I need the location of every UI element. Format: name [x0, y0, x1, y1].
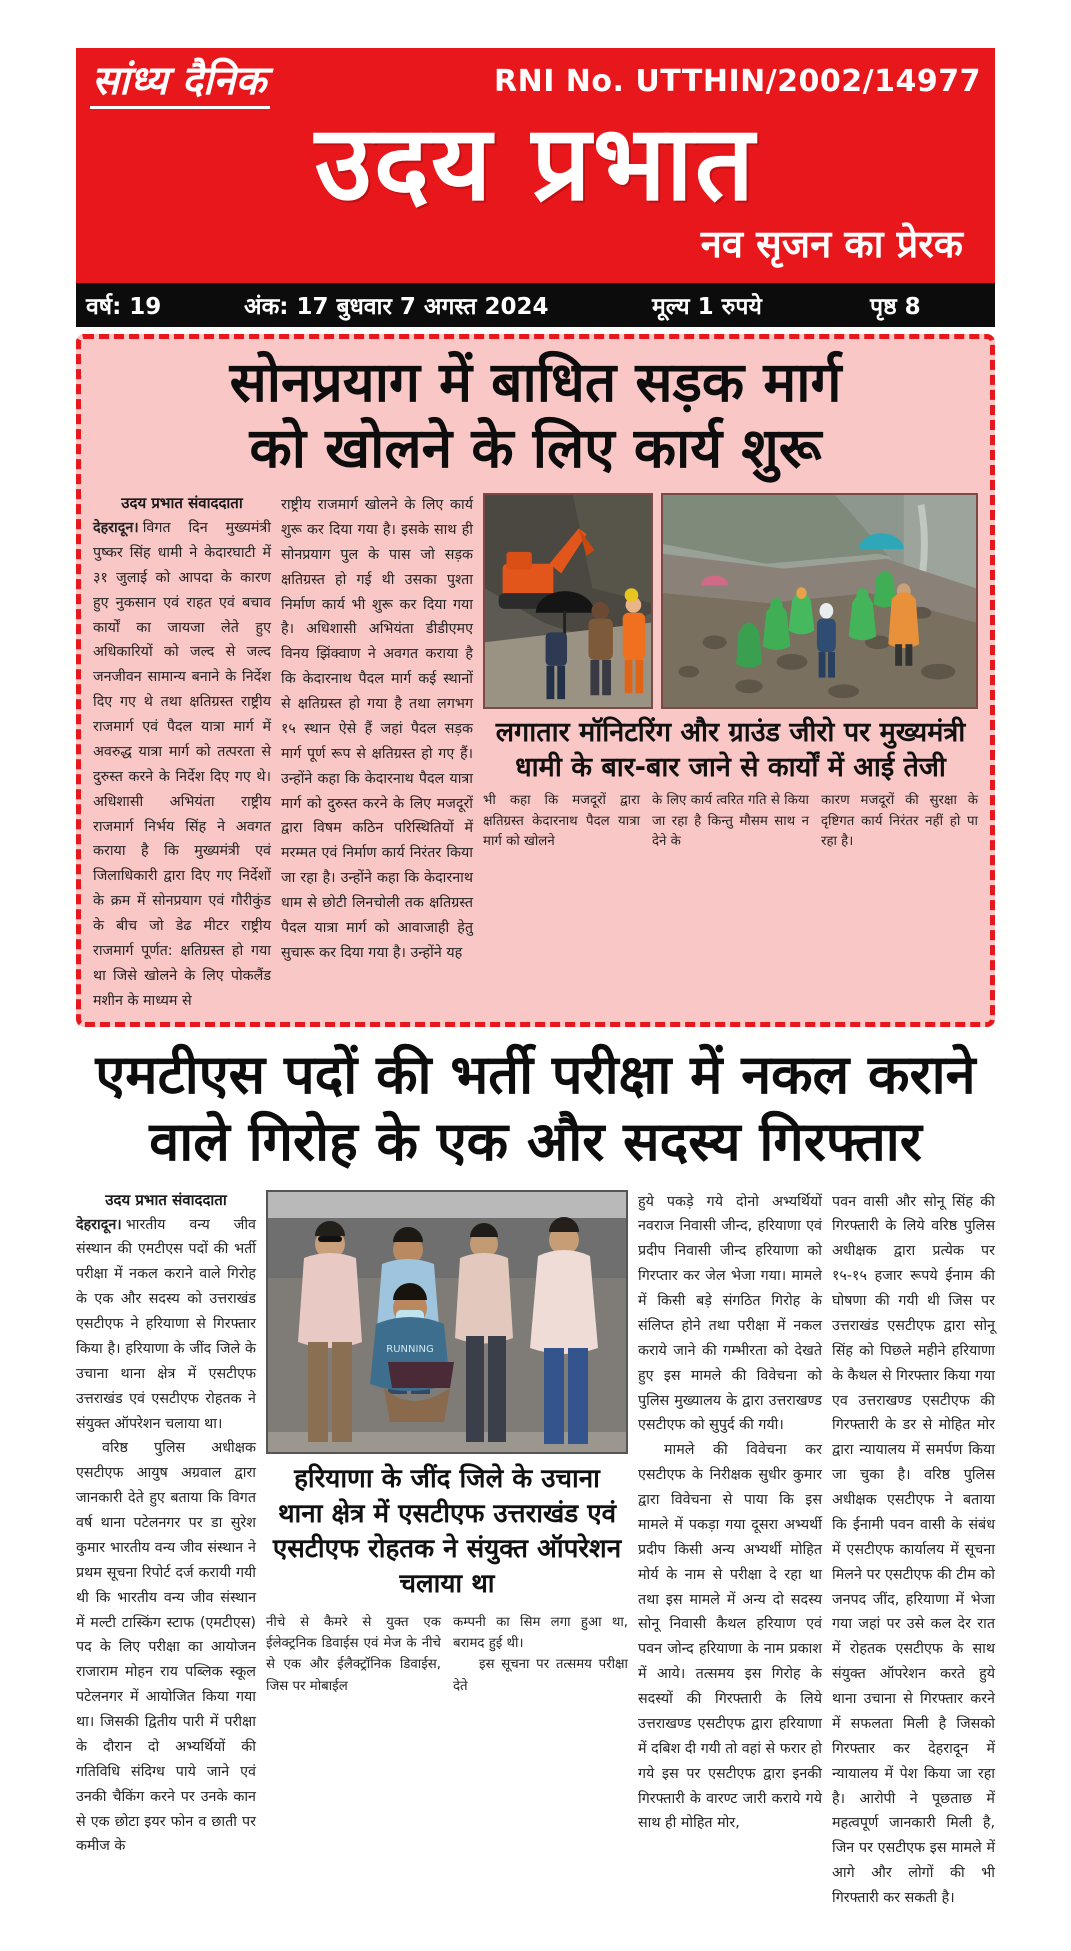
article1-headline	[93, 349, 978, 481]
article2-byline: उदय प्रभात संवाददाता	[105, 1190, 227, 1209]
article1-column-2: राष्ट्रीय राजमार्ग खोलने के लिए कार्य शुरू कर दिया गया है। इसके साथ ही सोनप्रयाग पुल के पास जो सड़क क्षतिग्रस्त हो गई थी उसका पुश्ता निर्माण कार्य भी शुरू कर दिया गया है। अधिशासी अभियंता डीडीएमए विनय झिंक्वाण ने अवगत कराया है कि केदारनाथ पैदल मार्ग कई स्थानों से क्षतिग्रस्त हो गया है तथा लगभग १५ स्थान ऐसे हैं जहां पैदल सड़क मार्ग पूर्ण रूप से क्षतिग्रस्त हो गए हैं। उन्होंने कहा कि केदारनाथ पैदल यात्रा मार्ग को दुरुस्त करने के लिए मजदूरों द्वारा विषम कठिन परिस्थितियों में मरम्मत एवं निर्माण कार्य निरंतर किया जा रहा है। उन्होंने कहा कि केदारनाथ धाम से छोटी लिनचोली तक क्षतिग्रस्त पैदल यात्रा मार्ग को आवाजाही हेतु सुचारू कर दिया गया है। उन्होंने यह	[281, 497, 473, 961]
issue-pages: पृष्ठ 8	[870, 294, 921, 320]
article-mts-exam-arrest	[76, 1041, 995, 1911]
article2-photo-caption: हरियाणा के जींद जिले के उचाना थाना क्षेत्र में एसटीएफ उत्तराखंड एवं एसटीएफ रोहतक ने संयुक्त ऑपरेशन चलाया था	[272, 1463, 622, 1599]
article1-photo-block	[483, 493, 978, 1014]
article1-headline-line2: को खोलने के लिए कार्य शुरू	[249, 416, 822, 480]
article1-headline-line1: सोनप्रयाग में बाधित सड़क मार्ग	[229, 350, 842, 414]
landslide-workers-photo-graphic	[663, 495, 976, 707]
edition-label: सांध्य दैनिक	[90, 58, 270, 109]
article1-col1-text: देहरादून। विगत दिन मुख्यमंत्री पुष्कर सिंह धामी ने केदारघाटी में ३१ जुलाई को आपदा के कारण हुए नुकसान एवं राहत एवं बचाव कार्यों का जायजा लेते हुए अधिकारियों को जल्द से जल्द जनजीवन सामान्य बनाने के निर्देश दिए गए थे तथा क्षतिग्रस्त राष्ट्रीय राजमार्ग एवं पैदल यात्रा मार्ग में अवरुद्ध यात्रा मार्ग को तत्परता से दुरुस्त करने के निर्देश दिए गए थे। अधिशासी अभियंता राष्ट्रीय राजमार्ग निर्भय सिंह ने अवगत कराया है कि मुख्यमंत्री एवं जिलाधिकारी द्वारा दिए गए निर्देशों के क्रम में सोनप्रयाग एवं गौरीकुंड के बीच जो डेढ मीटर राष्ट्रीय राजमार्ग पूर्णत: क्षतिग्रस्त हो गया था जिसे खोलने के लिए पोकलैंड मशीन के माध्यम से	[93, 520, 271, 1009]
arrest-group-photo-graphic	[268, 1192, 626, 1452]
article2-sub-col2-para2: इस सूचना पर तत्समय परीक्षा देते	[453, 1657, 628, 1694]
article-sonprayag-road	[76, 334, 995, 1027]
issue-price: मूल्य 1 रुपये	[652, 294, 762, 320]
article2-dateline: देहरादून।	[76, 1216, 122, 1233]
article2-sub-col2	[453, 1612, 628, 1697]
issue-year: वर्ष: 19	[86, 294, 162, 320]
article2-sub-col1: नीचे से कैमरे से युक्त एक ईलेक्ट्रनिक डिवाईस एवं मेज के नीचे से एक और ईलैक्ट्रॉनिक डिवाईस, जिस पर मोबाईल	[266, 1614, 441, 1694]
article2-headline-line1: एमटीएस पदों की भर्ती परीक्षा में नकल कराने	[95, 1042, 976, 1106]
rni-number: RNI No. UTTHIN/2002/14977	[493, 64, 981, 99]
article1-strip-col2: के लिए कार्य त्वरित गति से किया जा रहा है किन्तु मौसम साथ न देने के	[652, 793, 809, 850]
article2-col3-para2: मामले की विवेचना कर एसटीएफ के निरीक्षक सुधीर कुमार द्वारा विवेचना से पाया कि इस मामले में पकड़ा गया दूसरा अभ्यर्थी प्रदीप किसी अन्य अभ्यर्थी मोहित मोर्य के नाम से परीक्षा दे रहा था तथा इस मामले में अन्य दो सदस्य सोनू निवासी कैथल हरियाण एवं पवन जोन्द हरियाणा के नाम प्रकाश में आये। तत्समय इस गिरोह के सदस्यों की गिरफ्तारी के लिये उत्तराखण्ड एसटीएफ द्वारा हरियाणा में दबिश दी गयी तो वहां से फरार हो गये इस पर एसटीएफ द्वारा इनकी गिरफ्तारी के वारण्ट जारी कराये गये साथ ही मोहित मोर,	[638, 1442, 822, 1832]
excavator-road-photo-graphic	[485, 495, 651, 707]
article2-column-3	[638, 1190, 822, 1911]
article2-col1-para2: वरिष्ठ पुलिस अधीक्षक एसटीएफ आयुष अग्रवाल द्वारा जानकारी देते हुए बताया कि विगत वर्ष थाना पटेलनगर पर डा सुरेश कुमार भारतीय वन्य जीव संस्थान ने प्रथम सूचना रिपोर्ट दर्ज करायी गयी थी कि भारतीय वन्य जीव संस्थान में मल्टी टास्किंग स्टाफ (एमटीएस) पद के लिए परीक्षा का आयोजन राजाराम मोहन राय पब्लिक स्कूल पटेलनगर में आयोजित किया गया था। जिसकी द्वितीय पारी में परीक्षा के दौरान दो अभ्यर्थियों की गतिविधि संदिग्ध पाये जाने एवं उनकी चैकिंग करने पर उनके कान से एक छोटा इयर फोन व छाती पर कमीज के	[76, 1440, 256, 1855]
article2-col3-para1: हुये पकड़े गये दोनो अभ्यर्थियों नवराज निवासी जीन्द, हरियाणा एवं प्रदीप निवासी जीन्द हरियाणा को गिरप्तार कर जेल भेजा गया। मामले में किसी बड़े संगठित गिरोह के संलिप्त होने तथा परीक्षा में नकल कराये जाने की गम्भीरता को देखते हुए इस मामले की विवेचना को पुलिस मुख्यालय के द्वारा उत्तराखण्ड एसटीएफ को सुपुर्द की गयी।	[638, 1193, 822, 1434]
article2-sub-columns	[266, 1612, 628, 1697]
article1-dateline: देहरादून।	[93, 520, 139, 536]
landslide-workers-photo	[661, 493, 978, 709]
issue-info-bar	[76, 283, 995, 327]
article2-headline-line2: वाले गिरोह के एक और सदस्य गिरफ्तार	[149, 1110, 922, 1173]
article2-column-1	[76, 1190, 256, 1911]
arrest-group-photo	[266, 1190, 628, 1454]
article1-photo-caption: लगातार मॉनिटरिंग और ग्राउंड जीरो पर मुख्यमंत्री धामी के बार-बार जाने से कार्यों में आई तेजी	[495, 717, 966, 784]
article1-strip-col3: कारण मजदूरों की सुरक्षा के दृष्टिगत कार्य निरंतर नहीं हो पा रहा है।	[821, 793, 978, 850]
article1-byline: उदय प्रभात संवाददाता	[121, 494, 243, 512]
article2-sub-col2-para1: कम्पनी का सिम लगा हुआ था, बरामद हुई थी।	[453, 1614, 628, 1652]
issue-number-date: अंक: 17 बुधवार 7 अगस्त 2024	[244, 294, 549, 320]
article2-photo-block	[266, 1190, 628, 1911]
masthead	[76, 48, 995, 283]
article1-strip-col1: भी कहा कि मजदूरों द्वारा क्षतिग्रस्त केदारनाथ पैदल यात्रा मार्ग को खोलने	[483, 793, 640, 850]
article1-column-1	[93, 493, 271, 1014]
article1-continuation-strip	[483, 791, 978, 853]
article2-headline	[76, 1041, 995, 1176]
paper-tagline: नव सृजन का प्रेरक	[700, 222, 963, 266]
excavator-road-photo	[483, 493, 653, 709]
article2-col1-para1: देहरादून। भारतीय वन्य जीव संस्थान की एमटीएस पदों की भर्ती परीक्षा में नकल कराने वाले गिरोह के एक और सदस्य को उत्तराखंड एसटीएफ ने हरियाणा से गिरफ्तार किया है। हरियाणा के जींद जिले के उचाना थाना क्षेत्र में एसटीएफ उत्तराखंड एवं एसटीएफ रोहतक ने संयुक्त ऑपरेशन चलाया था।	[76, 1216, 256, 1432]
article2-column-4: पवन वासी और सोनू सिंह की गिरफ्तारी के लिये वरिष्ठ पुलिस अधीक्षक द्वारा प्रत्येक पर १५-१५ हजार रूपये ईनाम की घोषणा की गयी थी जिस पर उत्तराखंड एसटीएफ द्वारा सोनू सिंह को पिछले महीने हरियाणा के कैथल से गिरफ्तार किया गया एव उत्तराखण्ड एसटीएफ की गिरफ्तारी के डर से मोहित मोर द्वारा न्यायालय में समर्पण किया जा चुका है। वरिष्ठ पुलिस अधीक्षक एसटीएफ ने बताया कि ईनामी पवन वासी के संबंध में एसटीएफ कार्यालय में सूचना मिलने पर एसटीएफ की टीम को जनपद जींद, हरियाणा में भेजा गया जहां पर उसे कल देर रात में रोहतक एसटीएफ के साथ संयुक्त ऑपरेशन करते हुये थाना उचाना से गिरफ्तार करने में सफलता मिली है जिसको गिरफ्तार कर देहरादून में न्यायालय में पेश किया जा रहा है। आरोपी ने पूछताछ में महत्वपूर्ण जानकारी मिली है, जिन पर एसटीएफ इस मामले में आगे और लोगों की भी गिरफ्तारी कर सकती है।	[832, 1193, 995, 1906]
paper-title: उदय प्रभात	[314, 102, 757, 224]
svg-text:RUNNING: RUNNING	[386, 1343, 434, 1355]
